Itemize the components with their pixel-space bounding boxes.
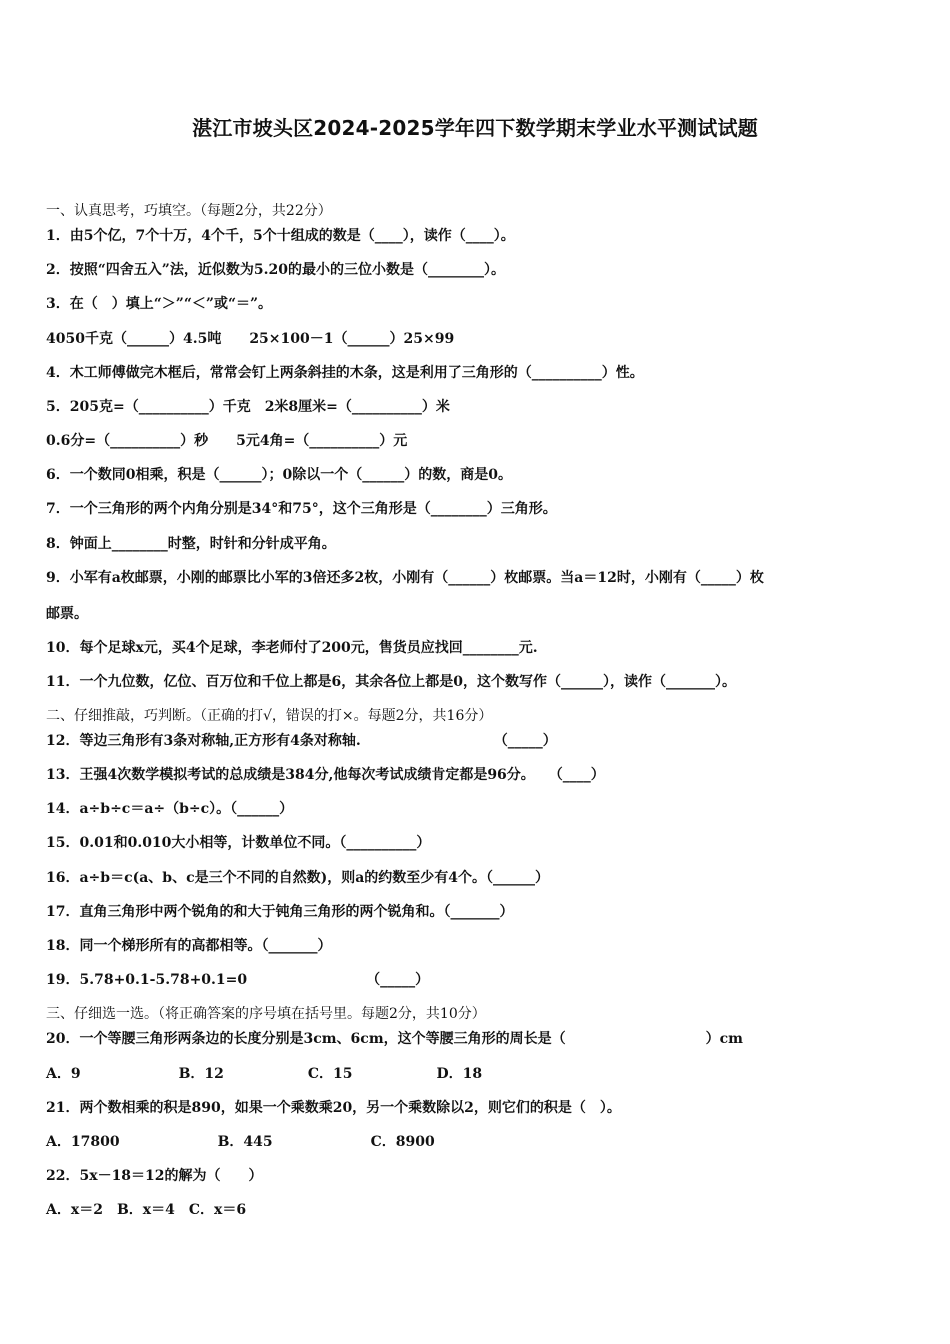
question-7: 7．一个三角形的两个内角分别是34°和75°，这个三角形是（________）三角形。 — [46, 501, 557, 517]
question-21-options: A．17800 B．445 C．8900 — [46, 1134, 435, 1150]
question-13: 13．王强4次数学模拟考试的总成绩是384分,他每次考试成绩肯定都是96分。 （____） — [46, 767, 605, 783]
question-3: 3．在（ ）填上“＞”“＜”或“＝”。 — [46, 296, 273, 312]
question-14: 14．a÷b÷c＝a÷（b÷c）。（______） — [46, 801, 294, 817]
question-9: 9．小军有a枚邮票，小刚的邮票比小军的3倍还多2枚，小刚有（______）枚邮票。当a＝12时，小刚有（_____）枚 — [46, 570, 764, 586]
question-22-options: A．x＝2 B．x＝4 C．x＝6 — [46, 1202, 247, 1218]
question-1: 1．由5个亿，7个十万，4个千，5个十组成的数是（____），读作（____）。 — [46, 228, 515, 244]
page-title: 湛江市坡头区2024-2025学年四下数学期末学业水平测试试题 — [192, 116, 758, 140]
question-22: 22．5x－18＝12的解为（ ） — [46, 1168, 263, 1184]
section-1-heading: 一、认真思考，巧填空。（每题2分，共22分） — [46, 203, 332, 219]
question-11: 11．一个九位数，亿位、百万位和千位上都是6，其余各位上都是0，这个数写作（______），读作（_______）。 — [46, 674, 736, 690]
question-9-continued: 邮票。 — [46, 606, 88, 622]
question-8: 8．钟面上________时整，时针和分针成平角。 — [46, 536, 336, 552]
question-12: 12．等边三角形有3条对称轴,正方形有4条对称轴. （_____） — [46, 733, 557, 749]
question-6: 6．一个数同0相乘，积是（______）；0除以一个（______）的数，商是0。 — [46, 467, 512, 483]
question-15: 15．0.01和0.010大小相等，计数单位不同。（__________） — [46, 835, 431, 851]
question-5-continued: 0.6分=（__________）秒 5元4角=（__________）元 — [46, 433, 408, 449]
question-16: 16．a÷b＝c(a、b、c是三个不同的自然数)，则a的约数至少有4个。（______） — [46, 870, 550, 886]
question-4: 4．木工师傅做完木框后，常常会钉上两条斜挂的木条，这是利用了三角形的（__________）性。 — [46, 365, 644, 381]
question-20: 20．一个等腰三角形两条边的长度分别是3cm、6cm，这个等腰三角形的周长是（ ）cm — [46, 1031, 743, 1047]
question-21: 21．两个数相乘的积是890，如果一个乘数乘20，另一个乘数除以2，则它们的积是（ ）。 — [46, 1100, 621, 1116]
question-5: 5．205克=（__________）千克 2米8厘米=（__________）米 — [46, 399, 450, 415]
question-17: 17．直角三角形中两个锐角的和大于钝角三角形的两个锐角和。（_______） — [46, 904, 514, 920]
question-20-options: A．9 B．12 C．15 D．18 — [46, 1066, 483, 1082]
question-10: 10．每个足球x元，买4个足球，李老师付了200元，售货员应找回________元. — [46, 640, 538, 656]
question-2: 2．按照“四舍五入”法，近似数为5.20的最小的三位小数是（________）。 — [46, 262, 505, 278]
question-18: 18．同一个梯形所有的高都相等。（_______） — [46, 938, 332, 954]
section-3-heading: 三、仔细选一选。（将正确答案的序号填在括号里。每题2分，共10分） — [46, 1006, 486, 1022]
section-2-heading: 二、仔细推敲，巧判断。（正确的打√，错误的打×。每题2分，共16分） — [46, 708, 493, 724]
question-19: 19．5.78+0.1-5.78+0.1=0 （_____） — [46, 972, 430, 988]
question-3-items: 4050千克（______）4.5吨 25×100－1（______）25×99 — [46, 331, 455, 347]
